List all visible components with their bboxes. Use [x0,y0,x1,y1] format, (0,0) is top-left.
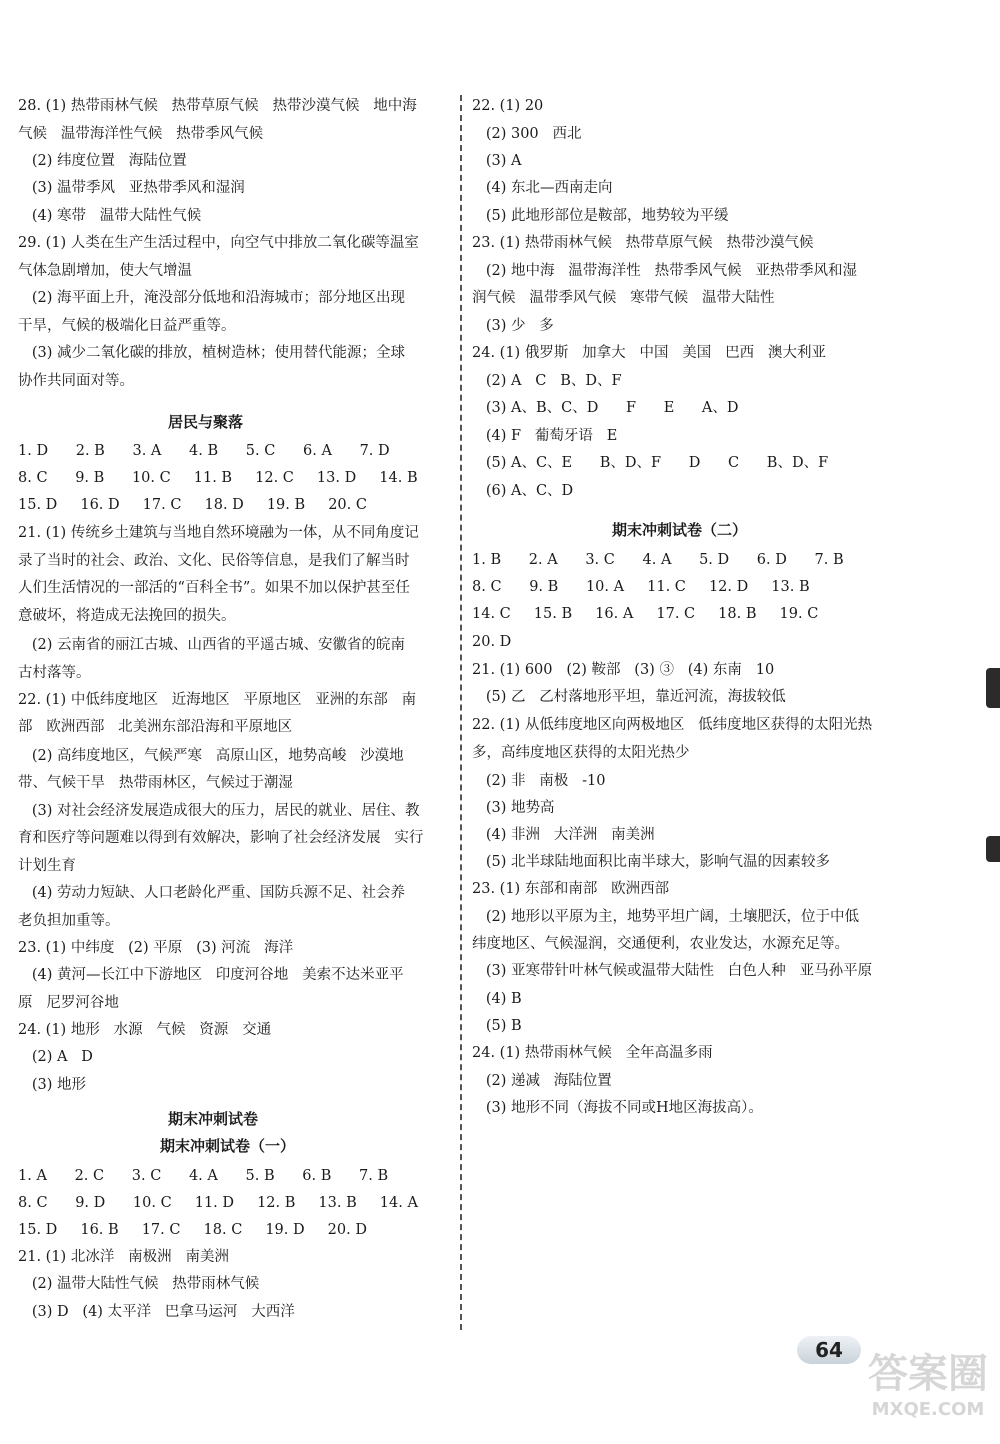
answer-line: (4) 寒带 温带大陆性气候 [18,208,202,224]
answer-line: 23. (1) 中纬度 (2) 平原 (3) 河流 海洋 [18,940,294,956]
answer-line: (2) 温带大陆性气候 热带雨林气候 [18,1276,260,1292]
answer-line: 29. (1) 人类在生产生活过程中，向空气中排放二氧化碳等温室 [18,235,419,251]
answer-line: (3) 亚寒带针叶林气候或温带大陆性 白色人种 亚马孙平原 [472,963,873,979]
page-number: 64 [797,1336,861,1364]
page-edge-tab-top [986,668,1000,708]
answer-line: (5) 乙 乙村落地形平坦，靠近河流，海拔较低 [472,689,786,705]
answer-line: 意破坏，将造成无法挽回的损失。 [18,608,236,624]
answer-line: (3) 温带季风 亚热带季风和湿润 [18,180,245,196]
answer-line: 24. (1) 热带雨林气候 全年高温多雨 [472,1045,713,1061]
answer-line: (4) 黄河—长江中下游地区 印度河谷地 美索不达米亚平 [18,967,404,983]
answer-line: (5) B [472,1018,522,1034]
answer-line: 干旱，气候的极端化日益严重等。 [18,318,236,334]
answer-line: (2) 地形以平原为主，地势平坦广阔，土壤肥沃，位于中低 [472,909,859,925]
answer-line: 气体急剧增加，使大气增温 [18,263,192,279]
answer-line: 录了当时的社会、政治、文化、民俗等信息，是我们了解当时 [18,553,410,569]
answer-line: 人们生活情况的一部活的“百科全书”。如果不加以保护甚至任 [18,580,410,596]
answer-line: (2) 递减 海陆位置 [472,1073,612,1089]
answer-line: 气候 温带海洋性气候 热带季风气候 [18,126,264,142]
answer-line: (3) A [472,153,522,169]
answer-line: 14. C 15. B 16. A 17. C 18. B 19. C [472,606,819,622]
answer-line: (2) 高纬度地区，气候严寒 高原山区，地势高峻 沙漠地 [18,748,404,764]
answer-line: (5) A、C、E B、D、F D C B、D、F [472,455,829,471]
answer-line: 部 欧洲西部 北美洲东部沿海和平原地区 [18,719,293,735]
answer-line: 23. (1) 东部和南部 欧洲西部 [472,881,670,897]
answer-line: 22. (1) 从低纬度地区向两极地区 低纬度地区获得的太阳光热 [472,717,873,733]
answer-line: 协作共同面对等。 [18,373,134,389]
answer-line: (3) 地势高 [472,800,555,816]
answer-line: 24. (1) 俄罗斯 加拿大 中国 美国 巴西 澳大利亚 [472,345,826,361]
answer-line: (2) A C B、D、F [472,373,622,389]
answer-line: 润气候 温带季风气候 寒带气候 温带大陆性 [472,290,775,306]
answer-line: (4) 东北—西南走向 [472,180,613,196]
answer-line: 计划生育 [18,858,76,874]
answer-line: (2) 纬度位置 海陆位置 [18,153,187,169]
answer-line: (2) 地中海 温带海洋性 热带季风气候 亚热带季风和湿 [472,263,857,279]
answer-line: 纬度地区、气候湿润，交通便利，农业发达，水源充足等。 [472,936,849,952]
answer-line: 1. B 2. A 3. C 4. A 5. D 6. D 7. B [472,552,844,568]
answer-line: (3) A、B、C、D F E A、D [472,400,739,416]
watermark [858,1350,998,1440]
answer-line: (2) A D [18,1049,93,1065]
answer-line: (4) 非洲 大洋洲 南美洲 [472,827,655,843]
answer-line: 28. (1) 热带雨林气候 热带草原气候 热带沙漠气候 地中海 [18,98,417,114]
answer-line: 15. D 16. D 17. C 18. D 19. B 20. C [18,497,367,513]
answer-line: 21. (1) 北冰洋 南极洲 南美洲 [18,1249,229,1265]
answer-line: 8. C 9. B 10. A 11. C 12. D 13. B [472,579,810,595]
answer-line: (2) 海平面上升，淹没部分低地和沿海城市；部分地区出现 [18,290,405,306]
section-heading: 居民与聚落 [168,413,244,431]
section-heading: 期末冲刺试卷（二） [612,521,748,539]
answer-line: 23. (1) 热带雨林气候 热带草原气候 热带沙漠气候 [472,235,814,251]
answer-line: 原 尼罗河谷地 [18,995,119,1011]
answer-line: 老负担加重等。 [18,913,120,929]
answer-line: 24. (1) 地形 水源 气候 资源 交通 [18,1022,272,1038]
answer-line: 22. (1) 20 [472,98,544,114]
section-heading: 期末冲刺试卷（一） [160,1137,296,1155]
answer-line: (2) 非 南极 -10 [472,773,606,789]
answer-line: 15. D 16. B 17. C 18. C 19. D 20. D [18,1222,367,1238]
answer-line: (5) 北半球陆地面积比南半球大，影响气温的因素较多 [472,854,830,870]
answer-line: (2) 300 西北 [472,126,582,142]
answer-line: (5) 此地形部位是鞍部，地势较为平缓 [472,208,729,224]
answer-line: 育和医疗等问题难以得到有效解决，影响了社会经济发展 实行 [18,830,424,846]
answer-line: 古村落等。 [18,665,91,681]
watermark-url: MXQE.COM [871,1399,985,1420]
answer-line: (3) 对社会经济发展造成很大的压力，居民的就业、居住、教 [18,803,420,819]
answer-line: 21. (1) 传统乡土建筑与当地自然环境融为一体，从不同角度记 [18,525,419,541]
answer-line: (6) A、C、D [472,483,574,499]
answer-line: 1. A 2. C 3. C 4. A 5. B 6. B 7. B [18,1168,389,1184]
answer-line: (3) 减少二氧化碳的排放，植树造林；使用替代能源；全球 [18,345,405,361]
answer-line: (2) 云南省的丽江古城、山西省的平遥古城、安徽省的皖南 [18,637,405,653]
answer-line: (3) 地形 [18,1077,86,1093]
answer-line: (4) F 葡萄牙语 E [472,428,618,444]
answer-line: (3) D (4) 太平洋 巴拿马运河 大西洋 [18,1304,295,1320]
answer-line: (3) 少 多 [472,318,554,334]
answer-line: 20. D [472,634,512,650]
answer-line: 8. C 9. B 10. C 11. B 12. C 13. D 14. B [18,470,418,486]
answer-line: (4) B [472,991,522,1007]
column-divider [460,95,462,1330]
answer-line: 1. D 2. B 3. A 4. B 5. C 6. A 7. D [18,443,390,459]
watermark-logo-text: 答案圈 [868,1351,988,1397]
answer-line: 多，高纬度地区获得的太阳光热少 [472,745,690,761]
answer-line: 8. C 9. D 10. C 11. D 12. B 13. B 14. A [18,1195,418,1211]
answer-line: 22. (1) 中低纬度地区 近海地区 平原地区 亚洲的东部 南 [18,692,417,708]
answer-line: 21. (1) 600 (2) 鞍部 (3) ③ (4) 东南 10 [472,662,775,678]
answer-line: 带、气候干旱 热带雨林区，气候过于潮湿 [18,775,293,791]
answer-line: (3) 地形不同（海拔不同或H地区海拔高）。 [472,1100,763,1116]
section-heading: 期末冲刺试卷 [168,1110,259,1128]
page-edge-tab-bottom [986,836,1000,862]
answer-line: (4) 劳动力短缺、人口老龄化严重、国防兵源不足、社会养 [18,885,405,901]
